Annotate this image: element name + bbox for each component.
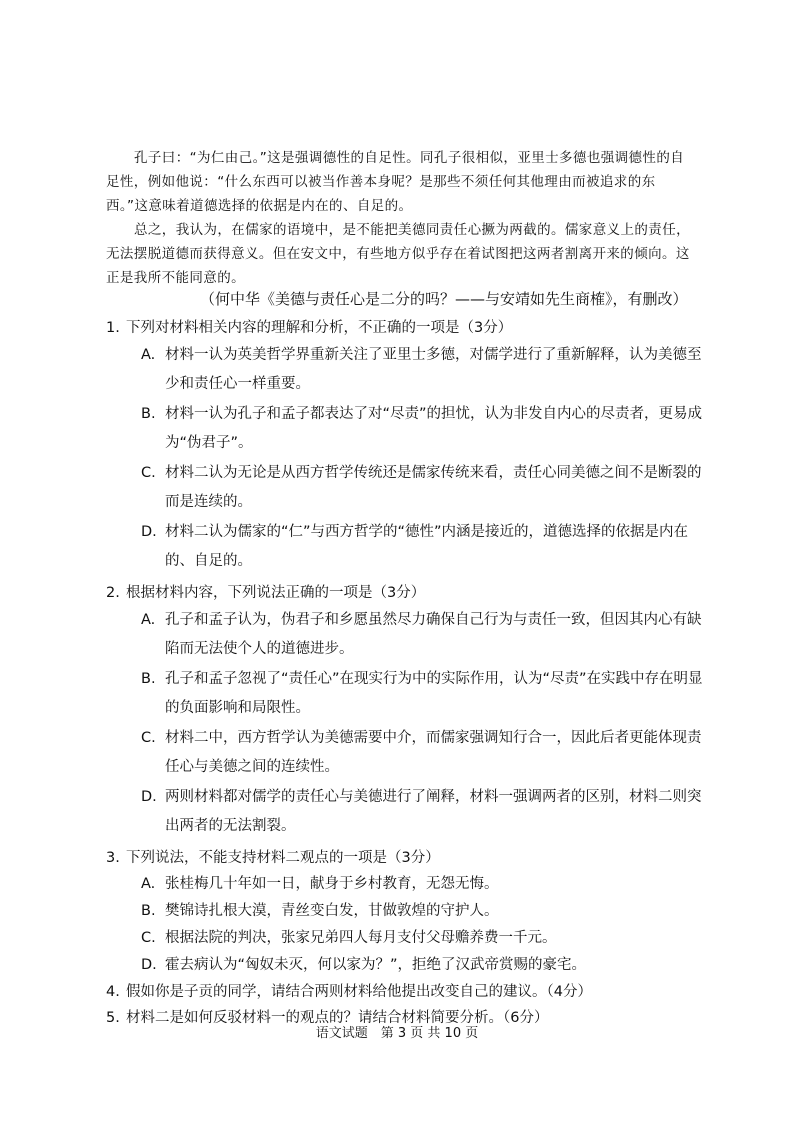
option-letter: C. bbox=[141, 930, 156, 946]
option-d bbox=[112, 783, 706, 841]
option-c bbox=[112, 925, 706, 952]
option-text: 材料一认为英美哲学界重新关注了亚里士多德，对儒学进行了重新解释，认为美德至少和责任心一样重要。 bbox=[165, 347, 702, 392]
question-text: 假如你是子贡的同学，请结合两则材料给他提出改变自己的建议。（4分） bbox=[126, 984, 592, 1000]
question-stem bbox=[106, 845, 706, 871]
question-stem bbox=[106, 979, 706, 1005]
option-letter: B. bbox=[141, 406, 156, 422]
question-number: 1. bbox=[106, 320, 120, 336]
option-text: 孔子和孟子忽视了“责任心”在现实行为中的实际作用，认为“尽责”在实践中存在明显的负面影响和局限性。 bbox=[165, 671, 703, 716]
option-text: 材料一认为孔子和孟子都表达了对“尽责”的担忧，认为非发自内心的尽责者，更易成为“伪君子”。 bbox=[165, 406, 703, 451]
option-a bbox=[112, 341, 706, 399]
reading-passage bbox=[106, 146, 696, 290]
option-text: 张桂梅几十年如一日，献身于乡村教育，无怨无悔。 bbox=[165, 876, 499, 892]
option-letter: A. bbox=[141, 347, 156, 363]
option-text: 两则材料都对儒学的责任心与美德进行了阐释，材料一强调两者的区别，材料二则突出两者的无法割裂。 bbox=[165, 789, 702, 834]
option-text: 材料二认为无论是从西方哲学传统还是儒家传统来看，责任心同美德之间不是断裂的而是连续的。 bbox=[165, 465, 702, 510]
option-a bbox=[112, 871, 706, 898]
option-text: 霍去病认为“匈奴未灭，何以家为？”，拒绝了汉武帝赏赐的豪宅。 bbox=[165, 957, 587, 973]
option-c bbox=[112, 459, 706, 517]
question-3 bbox=[106, 845, 706, 979]
option-letter: D. bbox=[141, 789, 157, 805]
question-4 bbox=[106, 979, 706, 1005]
question-1 bbox=[106, 315, 706, 576]
question-text: 材料二是如何反驳材料一的观点的？请结合材料简要分析。（6分） bbox=[126, 1010, 549, 1026]
option-b bbox=[112, 898, 706, 925]
question-stem bbox=[106, 580, 706, 606]
option-letter: C. bbox=[141, 465, 156, 481]
question-text: 下列说法，不能支持材料二观点的一项是（3分） bbox=[126, 850, 440, 866]
option-letter: C. bbox=[141, 730, 156, 746]
option-b bbox=[112, 665, 706, 723]
option-a bbox=[112, 606, 706, 664]
question-text: 下列对材料相关内容的理解和分析，不正确的一项是（3分） bbox=[126, 320, 513, 336]
option-letter: B. bbox=[141, 671, 156, 687]
option-text: 樊锦诗扎根大漠，青丝变白发，甘做敦煌的守护人。 bbox=[165, 903, 499, 919]
option-letter: A. bbox=[141, 612, 156, 628]
passage-paragraph: 孔子曰：“为仁由己。”这是强调德性的自足性。同孔子很相似，亚里士多德也强调德性的自足性，例如他说：“什么东西可以被当作善本身呢？是那些不须任何其他理由而被追求的东西。”这意味着道德选择的依据是内在的、自足的。 bbox=[106, 150, 685, 214]
passage-paragraph: 总之，我认为，在儒家的语境中，是不能把美德同责任心撅为两截的。儒家意义上的责任，无法摆脱道德而获得意义。但在安文中，有些地方似乎存在着试图把这两者割离开来的倾向。这正是我所不能同意的。 bbox=[106, 222, 690, 286]
question-text: 根据材料内容，下列说法正确的一项是（3分） bbox=[126, 585, 426, 601]
question-number: 5. bbox=[106, 1010, 120, 1026]
option-letter: D. bbox=[141, 524, 157, 540]
option-text: 材料二中，西方哲学认为美德需要中介，而儒家强调知行合一，因此后者更能体现责任心与美德之间的连续性。 bbox=[165, 730, 702, 775]
passage-source: （何中华《美德与责任心是二分的吗？——与安靖如先生商榷》，有删改） bbox=[200, 290, 688, 308]
option-d bbox=[112, 952, 706, 979]
option-letter: A. bbox=[141, 876, 156, 892]
option-letter: D. bbox=[141, 957, 157, 973]
question-stem bbox=[106, 315, 706, 341]
option-text: 根据法院的判决，张家兄弟四人每月支付父母赡养费一千元。 bbox=[165, 930, 557, 946]
question-number: 2. bbox=[106, 585, 120, 601]
option-c bbox=[112, 724, 706, 782]
question-number: 4. bbox=[106, 984, 120, 1000]
page-footer: 语文试题 第 3 页 共 10 页 bbox=[315, 1026, 479, 1041]
option-text: 材料二认为儒家的“仁”与西方哲学的“德性”内涵是接近的，道德选择的依据是内在的、自足的。 bbox=[165, 524, 689, 569]
option-text: 孔子和孟子认为，伪君子和乡愿虽然尽力确保自己行为与责任一致，但因其内心有缺陷而无法使个人的道德进步。 bbox=[165, 612, 702, 657]
option-b bbox=[112, 400, 706, 458]
question-2 bbox=[106, 580, 706, 841]
question-list bbox=[106, 315, 706, 1031]
option-letter: B. bbox=[141, 903, 156, 919]
option-d bbox=[112, 518, 706, 576]
question-number: 3. bbox=[106, 850, 120, 866]
